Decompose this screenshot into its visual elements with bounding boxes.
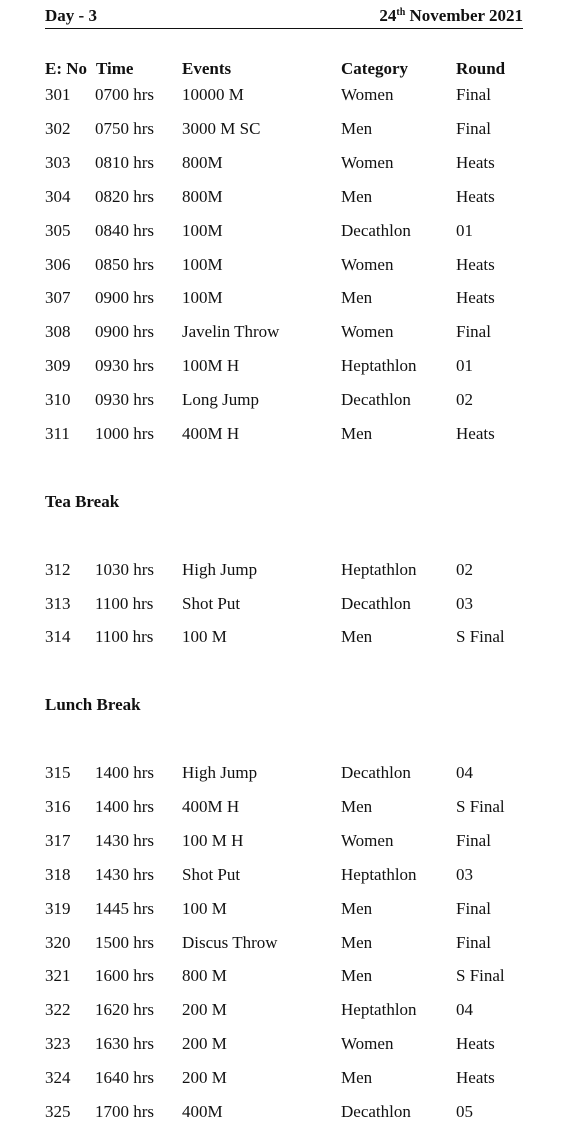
event-name: 3000 M SC xyxy=(182,118,261,138)
event-category: Heptathlon xyxy=(341,356,417,376)
event-time: 0930 hrs xyxy=(95,356,155,376)
event-category: Heptathlon xyxy=(341,560,417,579)
lunch-break-label: Lunch Break xyxy=(45,695,141,714)
event-round: Heats xyxy=(456,424,495,443)
schedule-row xyxy=(0,153,570,175)
schedule-row xyxy=(0,288,570,310)
column-headers xyxy=(0,59,570,81)
event-round: Heats xyxy=(456,1034,495,1054)
date-day: 24 xyxy=(379,6,397,25)
event-name: 800M xyxy=(182,186,223,206)
event-time: 1100 hrs xyxy=(95,627,154,646)
event-time: 1700 hrs xyxy=(95,1102,155,1121)
event-round: 04 xyxy=(456,1000,473,1020)
event-number: 318 xyxy=(45,864,71,884)
event-name: Discus Throw xyxy=(182,932,278,952)
event-name: Long Jump xyxy=(182,390,259,410)
event-round: Heats xyxy=(456,254,495,274)
event-number: 313 xyxy=(45,593,71,613)
event-name: Shot Put xyxy=(182,864,241,884)
event-round: 01 xyxy=(456,220,473,240)
event-name: 400M xyxy=(182,1102,223,1121)
event-category: Decathlon xyxy=(341,763,411,782)
col-time-header: Time xyxy=(96,59,134,78)
schedule-row xyxy=(0,1000,570,1022)
event-number: 302 xyxy=(45,118,71,138)
event-name: High Jump xyxy=(182,763,258,782)
date-suffix: th xyxy=(396,7,406,18)
event-category: Women xyxy=(341,1034,394,1054)
event-time: 1030 hrs xyxy=(95,560,155,579)
date-label xyxy=(379,6,523,26)
event-number: 323 xyxy=(45,1034,71,1054)
event-category: Men xyxy=(341,932,373,952)
event-name: Shot Put xyxy=(182,593,241,613)
event-name: High Jump xyxy=(182,560,258,579)
event-number: 306 xyxy=(45,254,71,274)
event-number: 305 xyxy=(45,220,71,240)
event-name: 100 M xyxy=(182,627,227,646)
event-round: 01 xyxy=(456,356,473,376)
event-category: Decathlon xyxy=(341,1102,411,1121)
event-round: Final xyxy=(456,898,491,918)
event-round: 04 xyxy=(456,763,473,782)
event-time: 1630 hrs xyxy=(95,1034,155,1054)
event-name: 400M H xyxy=(182,424,240,443)
event-number: 320 xyxy=(45,932,71,952)
event-number: 311 xyxy=(45,424,70,443)
event-category: Men xyxy=(341,796,373,816)
event-number: 301 xyxy=(45,85,71,104)
event-name: Javelin Throw xyxy=(182,322,280,342)
col-round-header: Round xyxy=(456,59,506,78)
event-category: Decathlon xyxy=(341,593,411,613)
event-category: Men xyxy=(341,1068,373,1088)
schedule-row xyxy=(0,627,570,649)
schedule-row xyxy=(0,763,570,785)
event-time: 1500 hrs xyxy=(95,932,155,952)
schedule-header xyxy=(45,6,523,29)
event-time: 0930 hrs xyxy=(95,390,155,410)
schedule-row xyxy=(0,966,570,988)
event-time: 1400 hrs xyxy=(95,763,155,782)
event-category: Decathlon xyxy=(341,220,411,240)
event-number: 312 xyxy=(45,560,71,579)
event-category: Women xyxy=(341,322,394,342)
date-rest: November 2021 xyxy=(405,6,523,25)
event-category: Women xyxy=(341,830,394,850)
event-number: 316 xyxy=(45,796,71,816)
col-category-header: Category xyxy=(341,59,409,78)
schedule-row xyxy=(0,933,570,955)
event-time: 0850 hrs xyxy=(95,254,155,274)
event-number: 322 xyxy=(45,1000,71,1020)
event-category: Men xyxy=(341,186,373,206)
event-name: 100 M H xyxy=(182,830,244,850)
event-round: 02 xyxy=(456,560,473,579)
event-time: 1000 hrs xyxy=(95,424,155,443)
event-number: 324 xyxy=(45,1068,71,1088)
event-category: Decathlon xyxy=(341,390,411,410)
schedule-row xyxy=(0,1034,570,1056)
event-time: 1400 hrs xyxy=(95,796,155,816)
event-time: 1620 hrs xyxy=(95,1000,155,1020)
event-name: 10000 M xyxy=(182,85,244,104)
event-round: S Final xyxy=(456,966,505,986)
event-round: 05 xyxy=(456,1102,473,1121)
event-round: Heats xyxy=(456,186,495,206)
event-round: Heats xyxy=(456,1068,495,1088)
schedule-row xyxy=(0,865,570,887)
event-time: 1600 hrs xyxy=(95,966,155,986)
event-time: 0900 hrs xyxy=(95,322,155,342)
event-name: 100 M xyxy=(182,898,227,918)
event-category: Men xyxy=(341,288,373,308)
event-name: 800 M xyxy=(182,966,227,986)
event-category: Men xyxy=(341,898,373,918)
event-round: Final xyxy=(456,118,491,138)
event-category: Men xyxy=(341,966,373,986)
event-name: 400M H xyxy=(182,796,240,816)
event-category: Heptathlon xyxy=(341,1000,417,1020)
event-category: Men xyxy=(341,424,373,443)
event-time: 0810 hrs xyxy=(95,152,155,172)
event-name: 100M xyxy=(182,220,223,240)
event-round: Heats xyxy=(456,288,495,308)
col-eno-header: E: No xyxy=(45,59,88,78)
event-time: 1100 hrs xyxy=(95,593,154,613)
event-name: 100M xyxy=(182,254,223,274)
event-time: 1430 hrs xyxy=(95,864,155,884)
event-time: 0700 hrs xyxy=(95,85,155,104)
schedule-row xyxy=(0,356,570,378)
event-number: 317 xyxy=(45,830,71,850)
schedule-row xyxy=(0,221,570,243)
schedule-row xyxy=(0,119,570,141)
schedule-row xyxy=(0,1102,570,1124)
event-number: 310 xyxy=(45,390,71,410)
event-round: 02 xyxy=(456,390,473,410)
schedule-row xyxy=(0,390,570,412)
event-number: 309 xyxy=(45,356,71,376)
event-name: 200 M xyxy=(182,1000,227,1020)
schedule-row xyxy=(0,560,570,582)
schedule-row xyxy=(0,322,570,344)
event-round: Final xyxy=(456,830,491,850)
schedule-row xyxy=(0,899,570,921)
event-round: Final xyxy=(456,322,491,342)
event-round: Final xyxy=(456,932,491,952)
event-time: 0840 hrs xyxy=(95,220,155,240)
event-time: 0900 hrs xyxy=(95,288,155,308)
schedule-row xyxy=(0,255,570,277)
event-round: Heats xyxy=(456,152,495,172)
event-number: 308 xyxy=(45,322,71,342)
event-time: 0820 hrs xyxy=(95,186,155,206)
event-number: 314 xyxy=(45,627,71,646)
event-category: Women xyxy=(341,85,394,104)
schedule-row xyxy=(0,594,570,616)
event-number: 315 xyxy=(45,763,71,782)
event-round: S Final xyxy=(456,627,505,646)
event-time: 1640 hrs xyxy=(95,1068,155,1088)
event-category: Women xyxy=(341,254,394,274)
tea-break-label: Tea Break xyxy=(45,492,120,511)
event-round: Final xyxy=(456,85,491,104)
event-number: 325 xyxy=(45,1102,71,1121)
event-number: 303 xyxy=(45,152,71,172)
event-category: Men xyxy=(341,118,373,138)
col-events-header: Events xyxy=(182,59,232,78)
event-name: 100M xyxy=(182,288,223,308)
event-round: 03 xyxy=(456,593,473,613)
schedule-row xyxy=(0,831,570,853)
day-label: Day - 3 xyxy=(45,6,97,25)
event-round: S Final xyxy=(456,796,505,816)
event-name: 200 M xyxy=(182,1068,227,1088)
event-number: 319 xyxy=(45,898,71,918)
schedule-row xyxy=(0,424,570,446)
schedule-row xyxy=(0,797,570,819)
event-number: 307 xyxy=(45,288,71,308)
event-category: Women xyxy=(341,152,394,172)
event-category: Men xyxy=(341,627,373,646)
event-category: Heptathlon xyxy=(341,864,417,884)
schedule-row xyxy=(0,187,570,209)
schedule-row xyxy=(0,85,570,107)
schedule-row xyxy=(0,1068,570,1090)
event-name: 800M xyxy=(182,152,223,172)
event-round: 03 xyxy=(456,864,473,884)
event-time: 0750 hrs xyxy=(95,118,155,138)
event-name: 200 M xyxy=(182,1034,227,1054)
event-time: 1445 hrs xyxy=(95,898,155,918)
event-number: 321 xyxy=(45,966,71,986)
event-name: 100M H xyxy=(182,356,240,376)
event-time: 1430 hrs xyxy=(95,830,155,850)
event-number: 304 xyxy=(45,186,71,206)
